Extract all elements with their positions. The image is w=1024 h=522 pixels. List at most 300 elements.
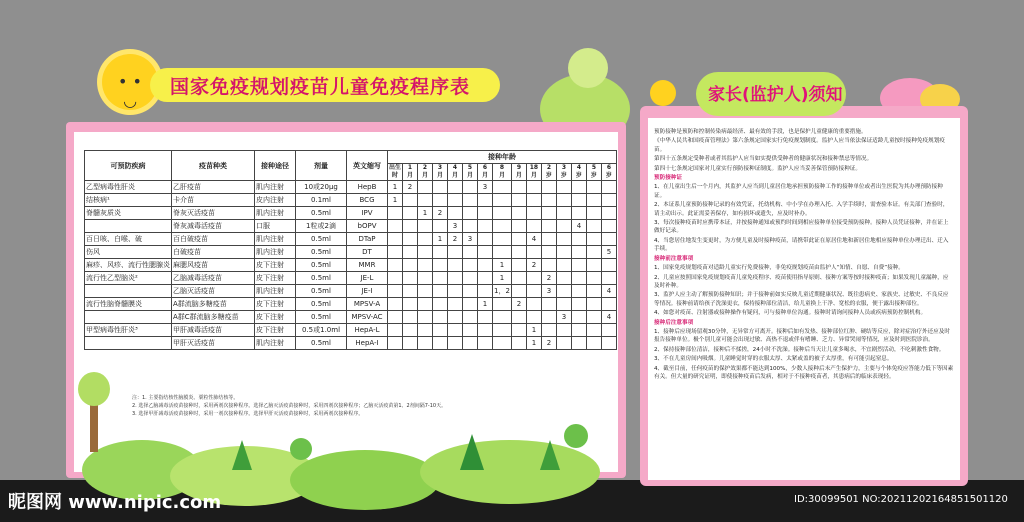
notice-paragraph: 预防接种是预防和控制传染病最经济、最有效的手段，也是保护儿童健康的重要措施。 [654,129,867,135]
cell-route: 皮下注射 [255,298,296,311]
cell-age-dose [478,337,493,350]
cell-age-dose [433,181,448,194]
cell-age-dose [586,181,601,194]
age-unit: 月 [515,172,522,179]
cell-vaccine: 甲肝减毒活疫苗 [172,324,255,337]
table-row [85,285,617,298]
cell-age-dose: 1 [493,259,512,272]
cell-age-dose: 1 [418,207,433,220]
age-unit: 月 [407,172,414,179]
cell-disease: 甲型病毒性肝炎³ [85,324,172,337]
cell-abbr: IPV [347,207,388,220]
cell-age-dose [403,337,418,350]
cell-age-dose [463,298,478,311]
cell-age-dose [418,181,433,194]
age-unit: 月 [437,172,444,179]
cell-age-dose [556,194,571,207]
header-disease: 可预防疾病 [85,151,172,181]
cell-route: 皮下注射 [255,272,296,285]
cell-age-dose [403,298,418,311]
cell-dose: 10或20μg [296,181,347,194]
cell-vaccine: 乙脑减毒活疫苗 [172,272,255,285]
cell-abbr: MPSV-AC [347,311,388,324]
cell-disease: 麻疹、风疹、流行性腮腺炎 [85,259,172,272]
cell-age-dose: 2 [433,207,448,220]
cell-age-dose [403,311,418,324]
cell-age-dose [388,298,403,311]
cell-age-dose [586,207,601,220]
age-header-cell [418,164,433,181]
cell-age-dose [541,298,556,311]
cell-age-dose [586,259,601,272]
cell-age-dose [571,246,586,259]
cell-age-dose [403,285,418,298]
cell-age-dose [418,233,433,246]
age-unit: 岁 [590,172,597,179]
cell-age-dose [541,259,556,272]
cell-dose: 0.5或1.0ml [296,324,347,337]
cell-age-dose: 1 [526,324,541,337]
cell-route: 肌内注射 [255,337,296,350]
cell-disease [85,311,172,324]
cell-age-dose [601,259,616,272]
note-line: 注：1. 主要指结核性脑膜炎、粟粒性肺结核等。 [132,395,239,401]
table-row [85,233,617,246]
site-watermark: 昵图网 www.nipic.com [8,492,222,513]
cell-age-dose [493,220,512,233]
table-notes [132,394,592,418]
cell-age-dose [448,285,463,298]
tree-icon [78,372,110,406]
cell-age-dose [448,298,463,311]
cell-age-dose [493,181,512,194]
cell-abbr: HepB [347,181,388,194]
cell-dose: 0.5ml [296,298,347,311]
age-unit: 月 [530,172,537,179]
cell-disease: 流行性脑脊髓膜炎 [85,298,172,311]
cell-age-dose [541,220,556,233]
age-header-cell [433,164,448,181]
cell-vaccine: A群流脑多糖疫苗 [172,298,255,311]
cell-age-dose [493,311,512,324]
cell-vaccine: 甲肝灭活疫苗 [172,337,255,350]
table-row [85,272,617,285]
age-number: 4 [452,164,458,171]
cell-age-dose [556,272,571,285]
cell-age-dose [541,311,556,324]
cell-vaccine: 脊灰灭活疫苗 [172,207,255,220]
cell-age-dose [556,337,571,350]
cell-age-dose [541,194,556,207]
cell-age-dose [571,272,586,285]
age-unit: 月 [467,172,474,179]
cell-age-dose [388,233,403,246]
notice-item: 1、在儿童出生后一个月内，其监护人应当到儿童居住地承担预防接种工作的接种单位或者出生医院为其办理预防接种证。 [654,184,943,199]
cell-age-dose [478,324,493,337]
cell-age-dose [463,181,478,194]
cell-age-dose [403,207,418,220]
age-header-cell [511,164,526,181]
notice-item: 3、不在儿童房间内吸烟。儿童睡觉时穿的衣服太厚、太紧或盖的被子太厚重，有可能引起窒息。 [654,356,893,363]
cell-age-dose [418,272,433,285]
cell-dose: 0.5ml [296,207,347,220]
age-unit: 月 [422,172,429,179]
cell-dose: 0.5ml [296,311,347,324]
notice-paragraph: 第四十五条规定受种者或者其监护人应当如实提供受种者的健康状况和接种禁忌等情况。 [654,156,873,163]
table-row [85,207,617,220]
cell-age-dose: 3 [478,181,493,194]
notice-item: 3、监护人应主动了解预防接种知识；并于接种前如实反映儿童近期健康状况、既往患病史、家族史、过敏史、不良反应等情况。接种前请给孩子洗澡更衣，保持接种部位清洁，给儿童换上干净、宽松的衣服，便于露出接种部位。 [654,292,949,307]
cell-age-dose [478,246,493,259]
cell-age-dose [526,181,541,194]
sun-face-icon: • • ◡ [118,72,142,110]
age-number: 3 [561,164,567,171]
cell-age-dose [586,194,601,207]
cell-age-dose [478,259,493,272]
cell-age-dose: 1 [526,337,541,350]
cell-age-dose [448,324,463,337]
age-unit: 岁 [575,172,582,179]
cell-age-dose [556,324,571,337]
cell-age-dose [493,298,512,311]
table-row [85,311,617,324]
cell-dose: 0.5ml [296,272,347,285]
cell-age-dose [586,337,601,350]
cell-vaccine: A群C群流脑多糖疫苗 [172,311,255,324]
cell-age-dose [478,285,493,298]
cell-age-dose [433,259,448,272]
immunization-schedule-table [84,150,617,350]
table-row [85,246,617,259]
cell-age-dose [448,194,463,207]
table-row [85,220,617,233]
notice-item: 4、截至目前，任何疫苗的保护效果都不能达到100%，少数人接种后未产生保护力，主要与个体免疫应答能力低下等因素有关。但大量的研究证明，即使接种疫苗后发病，相对于不接种疫苗者，其患病后的临床表现轻。 [654,365,954,380]
cell-age-dose [433,337,448,350]
cell-age-dose [388,259,403,272]
cell-age-dose [571,337,586,350]
age-header-cell [388,164,403,181]
cell-vaccine: 白破疫苗 [172,246,255,259]
cell-age-dose [493,324,512,337]
cell-age-dose [556,259,571,272]
cell-age-dose [403,220,418,233]
cell-age-dose [433,285,448,298]
cell-age-dose: 1，2 [493,285,512,298]
cell-age-dose: 5 [601,246,616,259]
cell-age-dose [493,233,512,246]
cell-age-dose [463,285,478,298]
age-unit: 月 [482,172,489,179]
cell-age-dose: 2 [448,233,463,246]
note-line: 3. 选择甲肝减毒活疫苗接种时，采用一剂次接种程序。选择甲肝灭活疫苗接种时，采用两剂次接种程序。 [132,411,364,417]
cell-age-dose [463,194,478,207]
cell-abbr: MMR [347,259,388,272]
cell-age-dose [511,181,526,194]
cell-age-dose [478,194,493,207]
cell-age-dose [526,246,541,259]
cell-age-dose [463,207,478,220]
table-body [85,181,617,350]
cell-age-dose: 1 [388,194,403,207]
tree-icon [232,440,252,470]
age-header-cell [463,164,478,181]
cell-age-dose [493,194,512,207]
age-number: 9 [516,164,522,171]
cell-age-dose [433,298,448,311]
cell-age-dose [541,207,556,220]
cell-age-dose: 1 [433,233,448,246]
cell-age-dose: 1 [478,298,493,311]
cell-age-dose [511,194,526,207]
cell-age-dose [403,272,418,285]
cell-age-dose [541,246,556,259]
cell-age-dose: 2 [403,181,418,194]
age-header-cell [526,164,541,181]
cell-age-dose [526,220,541,233]
cell-age-dose [541,233,556,246]
cell-age-dose [526,272,541,285]
age-header-cell [448,164,463,181]
cell-age-dose [388,337,403,350]
cell-age-dose [511,311,526,324]
cell-age-dose [388,285,403,298]
cell-age-dose [403,233,418,246]
cell-age-dose [418,311,433,324]
cell-disease: 乙型病毒性肝炎 [85,181,172,194]
cell-age-dose [403,259,418,272]
header-vaccine: 疫苗种类 [172,151,255,181]
cell-age-dose [388,246,403,259]
cell-vaccine: 脊灰减毒活疫苗 [172,220,255,233]
cell-route: 肌内注射 [255,181,296,194]
cell-age-dose [601,220,616,233]
cell-age-dose [418,337,433,350]
cell-age-dose [433,194,448,207]
notice-title: 家长(监护人)须知 [708,85,843,105]
notice-item: 3、每次接种疫苗时应携带本证，并按接种通知或预约时间到相应接种单位接受预防接种。接种人员凭证接种，并在证上做好记录。 [654,220,949,235]
cell-age-dose [448,246,463,259]
age-header-cell [601,164,616,181]
age-number: 6 [482,164,488,171]
age-number: 4 [576,164,582,171]
notice-section-heading: 接种前注意事项 [654,255,694,262]
cell-age-dose [388,220,403,233]
cell-abbr: DTaP [347,233,388,246]
cell-dose: 1粒或2滴 [296,220,347,233]
cell-age-dose [601,233,616,246]
notice-section-heading: 接种后注意事项 [654,319,694,326]
cell-age-dose [478,272,493,285]
cell-age-dose [571,259,586,272]
cell-age-dose [511,272,526,285]
cell-age-dose [556,298,571,311]
cell-age-dose [448,311,463,324]
cell-route: 皮内注射 [255,194,296,207]
cell-age-dose [526,311,541,324]
cell-age-dose: 2 [541,272,556,285]
cell-age-dose [571,298,586,311]
cell-age-dose [463,246,478,259]
cell-route: 皮下注射 [255,324,296,337]
cell-abbr: HepA-I [347,337,388,350]
cell-age-dose [463,272,478,285]
bush-decoration [290,450,440,510]
notice-body [654,128,954,382]
header-age: 接种年龄 [388,151,617,164]
cell-route: 肌内注射 [255,207,296,220]
cell-dose: 0.5ml [296,337,347,350]
notice-item: 2、保持接种部位清洁，接种后不揉搓，24小时不洗澡。接种后当天让儿童多喝水，不宜剧烈活动，不吃刺激性食物。 [654,346,945,353]
cell-age-dose [388,272,403,285]
cell-age-dose [388,311,403,324]
cell-disease: 流行性乙型脑炎² [85,272,172,285]
tree-icon [290,438,312,460]
cell-age-dose: 3 [448,220,463,233]
cell-vaccine: 卡介苗 [172,194,255,207]
table-row [85,324,617,337]
cell-age-dose [601,207,616,220]
cell-age-dose [433,220,448,233]
cell-dose: 0.5ml [296,259,347,272]
cell-age-dose [511,259,526,272]
cell-age-dose [463,220,478,233]
cell-age-dose: 4 [601,285,616,298]
age-unit: 月 [452,172,459,179]
table-row [85,259,617,272]
cell-age-dose: 3 [556,311,571,324]
cell-age-dose [433,272,448,285]
age-number: 6 [606,164,612,171]
tree-icon [540,440,560,470]
notice-item: 4、如您对疫苗、注射器或接种操作有疑问，可与接种单位沟通。接种时请询问接种人员或疾病预防控制机构。 [654,310,927,317]
age-number: 出生 [389,164,402,171]
cell-age-dose [571,207,586,220]
age-unit: 岁 [605,172,612,179]
cell-age-dose [448,181,463,194]
cell-age-dose [586,233,601,246]
table-row [85,298,617,311]
cell-age-dose [526,285,541,298]
cell-age-dose [403,246,418,259]
age-header-cell [586,164,601,181]
cell-disease [85,220,172,233]
cell-age-dose [601,181,616,194]
cell-dose: 0.1ml [296,194,347,207]
cell-age-dose [463,337,478,350]
age-number: 1 [407,164,413,171]
cell-age-dose [601,194,616,207]
cell-age-dose [511,233,526,246]
table-row [85,194,617,207]
notice-item: 2、本证系儿童预防接种记录的有效凭证，托幼机构、中小学在办理入托、入学手续时，需查验本证。有关部门查验时，请主动出示。此证需妥善保存，如有损坏或遗失，应及时补办。 [654,202,949,217]
cell-age-dose [463,311,478,324]
cell-abbr: JE-L [347,272,388,285]
cell-age-dose [556,220,571,233]
cell-age-dose: 3 [463,233,478,246]
cell-age-dose: 4 [526,233,541,246]
cell-age-dose [571,181,586,194]
sun-icon [650,80,676,106]
cell-age-dose: 2 [526,259,541,272]
cell-disease [85,285,172,298]
cell-vaccine: 麻腮风疫苗 [172,259,255,272]
cell-route: 肌内注射 [255,246,296,259]
header-abbr: 英文缩写 [347,151,388,181]
cell-age-dose [556,285,571,298]
cell-age-dose [556,233,571,246]
cell-age-dose [511,285,526,298]
cell-age-dose [388,207,403,220]
age-unit: 月 [498,172,505,179]
cell-age-dose [541,324,556,337]
cell-age-dose: 4 [601,311,616,324]
cell-abbr: JE-I [347,285,388,298]
cell-age-dose [463,259,478,272]
cell-age-dose [556,207,571,220]
cell-age-dose [511,207,526,220]
cell-age-dose [526,298,541,311]
cell-age-dose [418,324,433,337]
cell-age-dose [586,246,601,259]
cell-age-dose [448,207,463,220]
page-title: 国家免疫规划疫苗儿童免疫程序表 [170,76,471,98]
cell-age-dose [433,246,448,259]
cell-age-dose [388,324,403,337]
cell-age-dose [556,181,571,194]
cell-age-dose [586,298,601,311]
age-header-cell [403,164,418,181]
cell-age-dose [418,298,433,311]
age-unit: 岁 [545,172,552,179]
cell-route: 皮下注射 [255,311,296,324]
note-line: 2. 选择乙脑减毒活疫苗接种时，采用两剂次接种程序。选择乙脑灭活疫苗接种时，采用四剂次接种程序；乙脑灭活疫苗第1、2剂间隔7-10天。 [132,403,447,409]
cell-age-dose [541,181,556,194]
cell-age-dose [433,311,448,324]
notice-item: 1、国家免疫规划疫苗对适龄儿童实行免费接种，非免疫规划疫苗由监护人“知情、自愿、自费”接种。 [654,265,904,272]
cell-age-dose [601,272,616,285]
cell-age-dose [418,220,433,233]
cell-age-dose [601,298,616,311]
cell-age-dose [463,324,478,337]
cell-age-dose [418,259,433,272]
header-dose: 剂量 [296,151,347,181]
cell-route: 肌内注射 [255,233,296,246]
cell-age-dose [433,324,448,337]
cell-age-dose [478,207,493,220]
cell-age-dose: 2 [511,298,526,311]
notice-paragraph: 《中华人民共和国疫苗管理法》第六条规定国家实行免疫规划制度。监护人应当依法保证适龄儿童按时接种免疫规划疫苗。 [654,138,945,153]
cell-vaccine: 乙肝疫苗 [172,181,255,194]
cell-age-dose: 4 [571,220,586,233]
cell-age-dose [511,337,526,350]
cell-dose: 0.5ml [296,246,347,259]
cell-age-dose [571,233,586,246]
cell-age-dose [511,246,526,259]
cell-age-dose [418,285,433,298]
notice-item: 1、接种后应现场留观30分钟，无异常方可离开。接种后如有发热、接种部位红肿、硬结等反应，除对症治疗外还应及时报告接种单位。极个别儿童可能会出现过敏、高热不退或伴有嗜睡、乏力、异常哭闹等情况，应及时到医院诊治。 [654,328,950,344]
cell-age-dose [571,311,586,324]
cell-age-dose [511,324,526,337]
cell-abbr: DT [347,246,388,259]
notice-paragraph: 第四十七条规定国家对儿童实行预防接种证制度。监护人应当妥善保管预防接种证。 [654,165,861,172]
cell-age-dose [448,272,463,285]
cell-age-dose [586,285,601,298]
cell-abbr: BCG [347,194,388,207]
notice-section-heading: 预防接种证 [654,175,682,182]
notice-item: 4、当您居住地发生变更时，为方便儿童及时接种疫苗，请携带此证在原居住地和新居住地相应接种单位办理迁出、迁入手续。 [654,237,949,253]
cell-age-dose [571,324,586,337]
cell-age-dose [418,246,433,259]
